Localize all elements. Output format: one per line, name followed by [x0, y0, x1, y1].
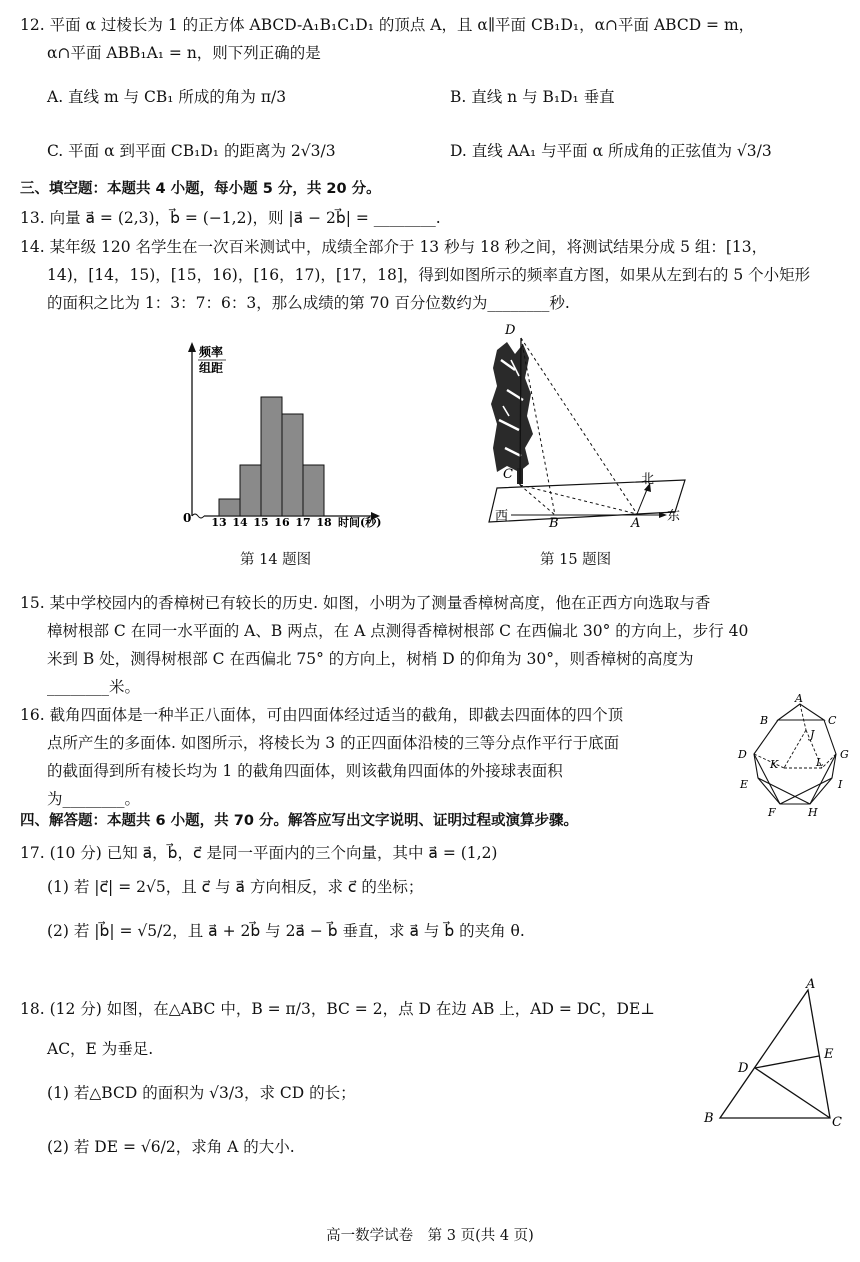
fig16-label-e: E — [740, 778, 749, 791]
fig18-label-c: C — [832, 1115, 842, 1130]
q16-line1: 16. 截角四面体是一种半正八面体，可由四面体经过适当的截角，即截去四面体的四个顶 — [20, 706, 624, 724]
histogram-xtick-16: 16 — [274, 516, 290, 529]
fig15-label-c: C — [503, 467, 513, 482]
fig18-label-d: D — [738, 1061, 749, 1076]
histogram-bar-5 — [303, 465, 324, 516]
section-3-heading: 三、填空题：本题共 4 小题，每小题 5 分，共 20 分。 — [20, 181, 381, 197]
tree-measurement-figure — [485, 320, 695, 540]
q18-line3: (1) 若△BCD 的面积为 √3/3，求 CD 的长； — [47, 1084, 356, 1102]
figure-14-caption: 第 14 题图 — [240, 552, 312, 568]
q12-option-b: B. 直线 n 与 B₁D₁ 垂直 — [450, 88, 615, 106]
histogram-ylabel-bottom: 组距 — [199, 361, 224, 375]
q12-stem-line2: α∩平面 ABB₁A₁ = n，则下列正确的是 — [47, 44, 321, 62]
fig18-label-e: E — [824, 1047, 834, 1062]
fig16-label-a: A — [795, 692, 803, 705]
fig15-label-a: A — [631, 516, 641, 531]
q12-stem-line1: 12. 平面 α 过棱长为 1 的正方体 ABCD-A₁B₁C₁D₁ 的顶点 A，且 α∥平面 CB₁D₁，α∩平面 ABCD = m， — [20, 16, 755, 34]
fig18-label-a: A — [806, 978, 816, 992]
q14-line3: 的面积之比为 1：3：7：6：3，那么成绩的第 70 百分位数约为________秒. — [47, 294, 570, 312]
fig16-label-k: K — [770, 758, 779, 771]
q15-line4: ________米。 — [47, 678, 141, 696]
q12-option-a: A. 直线 m 与 CB₁ 所成的角为 π/3 — [47, 88, 287, 106]
fig16-label-c: C — [828, 714, 837, 727]
q18-line2: AC，E 为垂足. — [47, 1040, 154, 1058]
q12-option-c: C. 平面 α 到平面 CB₁D₁ 的距离为 2√3/3 — [47, 142, 336, 160]
q16-line3: 的截面得到所有棱长均为 1 的截角四面体，则该截角四面体的外接球表面积 — [47, 762, 563, 780]
q13: 13. 向量 a⃗ = (2,3)，b⃗ = (−1,2)，则 |a⃗ − 2b⃗| = ________. — [20, 209, 441, 227]
fig15-label-west: 西 — [495, 509, 509, 524]
histogram-xtick-17: 17 — [295, 516, 311, 529]
fig16-label-i: I — [838, 778, 843, 791]
triangle-figure — [700, 978, 850, 1130]
histogram-xtick-15: 15 — [253, 516, 269, 529]
q17-line2: (1) 若 |c⃗| = 2√5，且 c⃗ 与 a⃗ 方向相反，求 c⃗ 的坐标； — [47, 878, 424, 896]
q16-line4: 为________。 — [47, 790, 141, 808]
histogram-xtick-14: 14 — [232, 516, 248, 529]
fig15-label-b: B — [549, 516, 559, 531]
truncated-tetrahedron-figure — [732, 692, 852, 822]
histogram-origin: 0 — [183, 511, 192, 525]
q18-line4: (2) 若 DE = √6/2，求角 A 的大小. — [47, 1138, 295, 1156]
histogram-bar-4 — [282, 414, 303, 516]
section-4-heading: 四、解答题：本题共 6 小题，共 70 分。解答应写出文字说明、证明过程或演算步骤。 — [20, 813, 578, 829]
q15-line1: 15. 某中学校园内的香樟树已有较长的历史. 如图，小明为了测量香樟树高度，他在正西方向选取与香 — [20, 594, 711, 612]
page-footer: 高一数学试卷 第 3 页(共 4 页) — [326, 1228, 534, 1244]
q16-line2: 点所产生的多面体. 如图所示，将棱长为 3 的正四面体沿棱的三等分点作平行于底面 — [47, 734, 620, 752]
figure-15-caption: 第 15 题图 — [540, 552, 612, 568]
q18-line1: 18. (12 分) 如图，在△ABC 中，B = π/3，BC = 2，点 D 在边 AB 上，AD = DC，DE⊥ — [20, 1000, 655, 1018]
q14-line1: 14. 某年级 120 名学生在一次百米测试中，成绩全部介于 13 秒与 18 秒之间，将测试结果分成 5 组：[13， — [20, 238, 768, 256]
fig16-label-l: L — [816, 756, 824, 769]
fig16-label-f: F — [768, 806, 776, 819]
fig15-label-north: 北 — [641, 472, 655, 487]
histogram-xlabel: 时间(秒) — [338, 516, 382, 529]
q12-option-d: D. 直线 AA₁ 与平面 α 所成角的正弦值为 √3/3 — [450, 142, 772, 160]
histogram-xtick-13: 13 — [211, 516, 227, 529]
fig16-label-b: B — [760, 714, 769, 727]
q14-line2: 14)，[14，15)，[15，16)，[16，17)，[17，18]，得到如图所示的频率直方图，如果从左到右的 5 个小矩形 — [47, 266, 811, 284]
histogram-bar-2 — [240, 465, 261, 516]
histogram-figure — [175, 340, 390, 535]
tree-icon — [491, 342, 533, 484]
q17-line1: 17. (10 分) 已知 a⃗，b⃗，c⃗ 是同一平面内的三个向量，其中 a⃗ = (1,2) — [20, 844, 498, 862]
q17-line3: (2) 若 |b⃗| = √5/2，且 a⃗ + 2b⃗ 与 2a⃗ − b⃗ 垂直，求 a⃗ 与 b⃗ 的夹角 θ. — [47, 922, 525, 940]
histogram-bar-3 — [261, 397, 282, 516]
histogram-bar-1 — [219, 499, 240, 516]
fig16-label-j: J — [810, 728, 815, 741]
q15-line3: 米到 B 处，测得树根部 C 在西偏北 75° 的方向上，树梢 D 的仰角为 30°，则香樟树的高度为 — [47, 650, 694, 668]
histogram-xtick-18: 18 — [316, 516, 332, 529]
q15-line2: 樟树根部 C 在同一水平面的 A、B 两点，在 A 点测得香樟树根部 C 在西偏北 30° 的方向上，步行 40 — [47, 622, 749, 640]
histogram-ylabel-top: 频率 — [199, 345, 224, 359]
fig15-label-east: 东 — [667, 509, 681, 524]
fig18-label-b: B — [704, 1111, 714, 1126]
fig15-label-d: D — [505, 323, 516, 338]
fig16-label-g: G — [840, 748, 849, 761]
fig16-label-h: H — [808, 806, 818, 819]
fig16-label-d: D — [738, 748, 747, 761]
